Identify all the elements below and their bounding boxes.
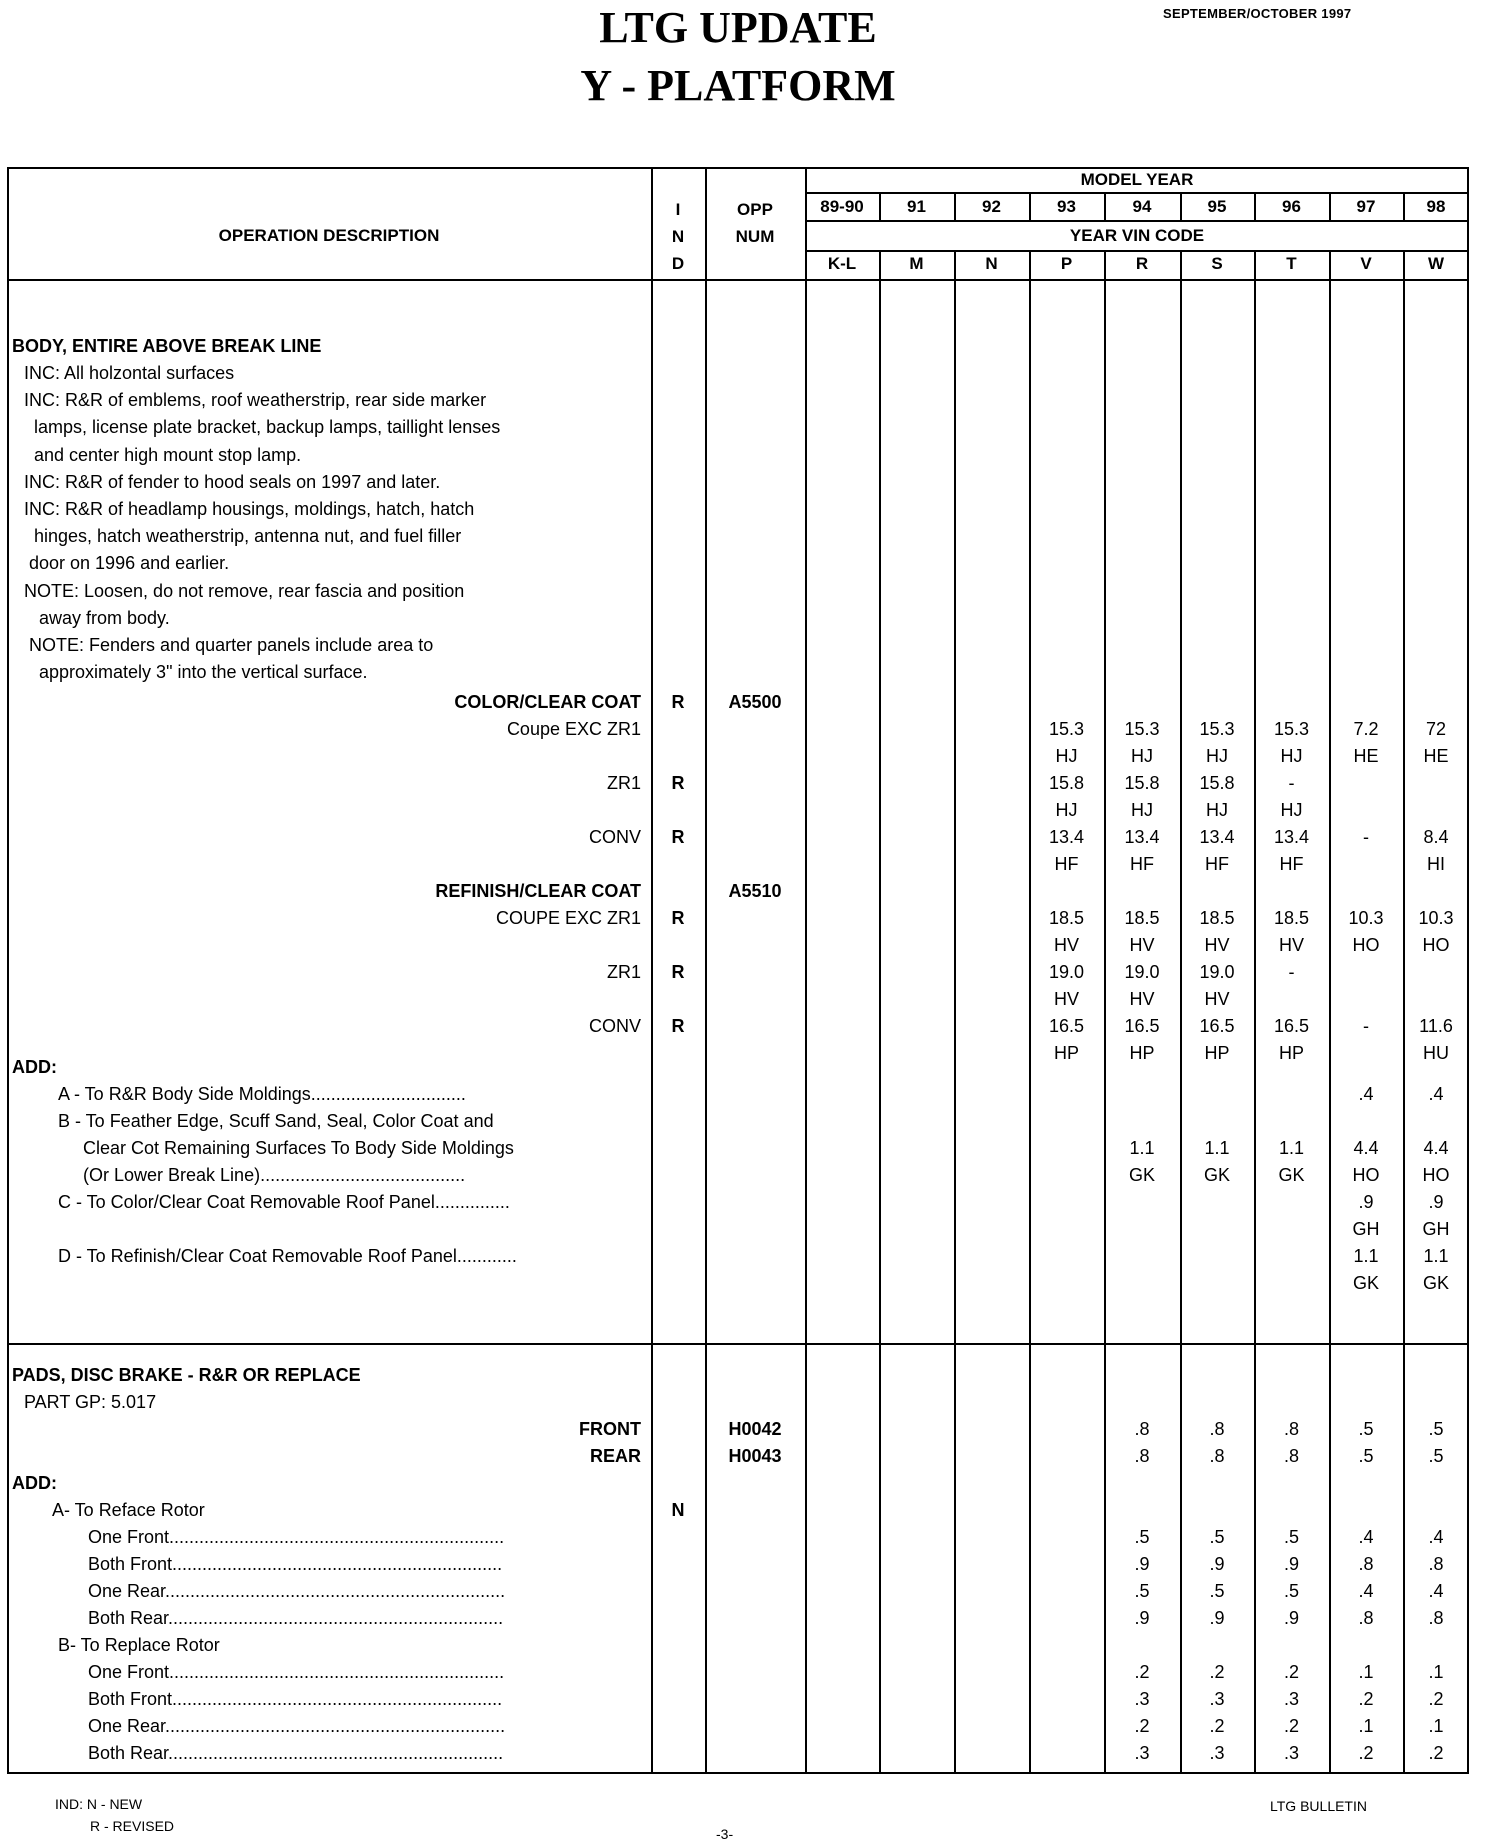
- value-cell: .3: [1283, 1689, 1299, 1709]
- value-cell: HV: [1278, 935, 1304, 955]
- value-cell: .2: [1428, 1689, 1444, 1709]
- value-cell: -: [1363, 827, 1369, 847]
- ind-value: R: [671, 827, 685, 847]
- page-title-line1: LTG UPDATE: [599, 3, 877, 52]
- add-item: Both Front..................................................................: [88, 1554, 503, 1574]
- add-item: C - To Color/Clear Coat Removable Roof Panel...............: [58, 1192, 510, 1212]
- section-note: NOTE: Loosen, do not remove, rear fascia and position: [24, 580, 465, 601]
- value-cell: 1.1: [1353, 1246, 1379, 1266]
- value-cell: .3: [1283, 1743, 1299, 1763]
- year-header: 96: [1282, 197, 1301, 216]
- value-cell: 10.3: [1348, 908, 1384, 928]
- value-cell: .2: [1134, 1716, 1150, 1736]
- value-cell: HE: [1353, 746, 1379, 766]
- value-cell: 19.0: [1124, 962, 1160, 982]
- operation-label: Coupe EXC ZR1: [506, 719, 641, 739]
- value-cell: .5: [1358, 1446, 1374, 1466]
- value-cell: .2: [1428, 1743, 1444, 1763]
- value-cell: GH: [1422, 1219, 1450, 1239]
- value-cell: .9: [1428, 1192, 1444, 1212]
- operation-label: CONV: [588, 1016, 641, 1036]
- value-cell: GK: [1278, 1165, 1305, 1185]
- value-cell: .8: [1428, 1608, 1444, 1628]
- value-cell: 4.4: [1353, 1138, 1379, 1158]
- value-cell: 1.1: [1204, 1138, 1230, 1158]
- vin-code-header: S: [1211, 254, 1223, 273]
- opp-num-header: OPP: [737, 200, 773, 219]
- value-cell: .9: [1134, 1554, 1150, 1574]
- opp-number: A5510: [728, 881, 782, 901]
- value-cell: .5: [1428, 1419, 1444, 1439]
- add-item: A - To R&R Body Side Moldings...............................: [58, 1084, 466, 1104]
- value-cell: .5: [1209, 1527, 1225, 1547]
- value-cell: 13.4: [1199, 827, 1235, 847]
- value-cell: .9: [1283, 1554, 1299, 1574]
- add-item: Both Front..................................................................: [88, 1689, 503, 1709]
- header-divider: [7, 279, 1469, 281]
- value-cell: HJ: [1055, 800, 1078, 820]
- section-title: PADS, DISC BRAKE - R&R OR REPLACE: [12, 1365, 361, 1385]
- value-cell: 15.8: [1048, 773, 1085, 793]
- value-cell: 72: [1425, 719, 1447, 739]
- value-cell: HO: [1352, 935, 1380, 955]
- value-cell: .4: [1428, 1581, 1444, 1601]
- year-header: 98: [1426, 197, 1446, 216]
- value-cell: 15.3: [1124, 719, 1160, 739]
- value-cell: HP: [1053, 1043, 1079, 1063]
- section-divider: [7, 1343, 1469, 1345]
- value-cell: .9: [1134, 1608, 1150, 1628]
- value-cell: 11.6: [1419, 1016, 1453, 1036]
- value-cell: 7.2: [1353, 719, 1379, 739]
- value-cell: .3: [1209, 1689, 1225, 1709]
- value-cell: HF: [1054, 854, 1079, 874]
- year-vin-code-header: YEAR VIN CODE: [1069, 226, 1205, 245]
- add-subheading: A- To Reface Rotor: [52, 1500, 205, 1520]
- year-header: 94: [1132, 197, 1152, 216]
- value-cell: HF: [1279, 854, 1304, 874]
- add-item: (Or Lower Break Line).........................................: [58, 1165, 466, 1185]
- value-cell: .9: [1209, 1608, 1225, 1628]
- value-cell: 15.8: [1124, 773, 1160, 793]
- page-title-line2: Y - PLATFORM: [580, 61, 896, 110]
- add-item: One Front...................................................................: [88, 1662, 505, 1682]
- value-cell: HV: [1053, 989, 1079, 1009]
- value-cell: 16.5: [1273, 1016, 1310, 1036]
- value-cell: HJ: [1131, 746, 1153, 766]
- value-cell: .8: [1134, 1419, 1150, 1439]
- page-number: -3-: [716, 1826, 734, 1842]
- value-cell: 15.8: [1199, 773, 1235, 793]
- value-cell: .8: [1358, 1554, 1374, 1574]
- value-cell: .8: [1283, 1446, 1299, 1466]
- value-cell: .4: [1358, 1084, 1374, 1104]
- value-cell: .5: [1358, 1419, 1374, 1439]
- value-cell: .2: [1209, 1716, 1225, 1736]
- value-cell: GH: [1352, 1219, 1380, 1239]
- ind-header: N: [671, 227, 685, 246]
- year-header: 91: [907, 197, 926, 216]
- value-cell: 16.5: [1124, 1016, 1160, 1036]
- ind-header: D: [671, 254, 685, 273]
- model-year-header: MODEL YEAR: [1080, 170, 1194, 189]
- opp-number: H0042: [728, 1419, 782, 1439]
- value-cell: HO: [1352, 1165, 1380, 1185]
- value-cell: -: [1363, 1016, 1369, 1036]
- opp-number: A5500: [728, 692, 782, 712]
- add-item: D - To Refinish/Clear Coat Removable Roof Panel............: [58, 1246, 517, 1266]
- section-note: INC: All holzontal surfaces: [24, 363, 235, 383]
- section-title: BODY, ENTIRE ABOVE BREAK LINE: [12, 336, 322, 356]
- section-note: hinges, hatch weatherstrip, antenna nut, and fuel filler: [24, 526, 462, 547]
- value-cell: 1.1: [1129, 1138, 1155, 1158]
- value-cell: HV: [1204, 935, 1230, 955]
- value-cell: 10.3: [1418, 908, 1454, 928]
- value-cell: .3: [1209, 1743, 1225, 1763]
- value-cell: 13.4: [1124, 827, 1160, 847]
- value-cell: .5: [1134, 1581, 1150, 1601]
- operation-label: COUPE EXC ZR1: [495, 908, 641, 928]
- ind-value: R: [671, 908, 685, 928]
- year-header: 97: [1356, 197, 1376, 216]
- operation-label: REAR: [589, 1446, 641, 1466]
- value-cell: 13.4: [1273, 827, 1310, 847]
- value-cell: HJ: [1206, 800, 1228, 820]
- section-note: away from body.: [24, 607, 170, 628]
- value-cell: GK: [1422, 1273, 1449, 1293]
- value-cell: .3: [1134, 1689, 1150, 1709]
- value-cell: 16.5: [1048, 1016, 1085, 1036]
- value-cell: .9: [1283, 1608, 1299, 1628]
- issue-date: SEPTEMBER/OCTOBER 1997: [1163, 6, 1352, 21]
- value-cell: HP: [1278, 1043, 1304, 1063]
- column-divider: [805, 167, 807, 1774]
- value-cell: .3: [1134, 1743, 1150, 1763]
- value-cell: 19.0: [1199, 962, 1235, 982]
- value-cell: .8: [1134, 1446, 1150, 1466]
- value-cell: GK: [1203, 1165, 1230, 1185]
- legend-revised: R - REVISED: [90, 1818, 175, 1834]
- vin-code-header: M: [909, 254, 924, 273]
- value-cell: HO: [1422, 1165, 1450, 1185]
- ind-header: I: [675, 200, 681, 219]
- value-cell: HF: [1130, 854, 1154, 874]
- value-cell: 15.3: [1199, 719, 1235, 739]
- operation-label: FRONT: [579, 1419, 641, 1439]
- add-item: Both Rear...................................................................: [88, 1608, 504, 1628]
- value-cell: .8: [1358, 1608, 1374, 1628]
- value-cell: .4: [1358, 1581, 1374, 1601]
- value-cell: .1: [1358, 1716, 1374, 1736]
- section-note: lamps, license plate bracket, backup lamps, taillight lenses: [24, 417, 501, 438]
- add-item: Clear Cot Remaining Surfaces To Body Side Moldings: [58, 1138, 514, 1158]
- value-cell: .2: [1134, 1662, 1150, 1682]
- operation-label: ZR1: [606, 962, 641, 982]
- ind-value: R: [671, 692, 685, 712]
- model-year-line: [805, 192, 1469, 194]
- year-header: 95: [1207, 197, 1227, 216]
- value-cell: .4: [1428, 1527, 1444, 1547]
- vin-code-header: R: [1135, 254, 1149, 273]
- value-cell: 16.5: [1199, 1016, 1235, 1036]
- value-cell: .4: [1428, 1084, 1444, 1104]
- value-cell: .8: [1209, 1446, 1225, 1466]
- add-label: ADD:: [12, 1057, 57, 1077]
- value-cell: HV: [1204, 989, 1230, 1009]
- operation-label: REFINISH/CLEAR COAT: [435, 881, 641, 901]
- value-cell: 18.5: [1273, 908, 1310, 928]
- value-cell: GK: [1128, 1165, 1155, 1185]
- value-cell: -: [1288, 962, 1295, 982]
- value-cell: .5: [1209, 1581, 1225, 1601]
- value-cell: HJ: [1280, 800, 1303, 820]
- year-header: 89-90: [820, 197, 864, 216]
- value-cell: 4.4: [1423, 1138, 1449, 1158]
- value-cell: 18.5: [1199, 908, 1235, 928]
- value-cell: HP: [1204, 1043, 1230, 1063]
- value-cell: -: [1288, 773, 1295, 793]
- section-note: NOTE: Fenders and quarter panels include area to: [24, 635, 434, 655]
- bulletin-label: LTG BULLETIN: [1270, 1798, 1367, 1814]
- vin-code-header: W: [1427, 254, 1445, 273]
- add-item: One Front...................................................................: [88, 1527, 505, 1547]
- ind-value: R: [671, 962, 685, 982]
- add-subheading: B- To Replace Rotor: [58, 1635, 220, 1655]
- value-cell: .8: [1428, 1554, 1444, 1574]
- value-cell: HE: [1423, 746, 1449, 766]
- year-header: 92: [982, 197, 1001, 216]
- section-note: and center high mount stop lamp.: [24, 444, 302, 465]
- operation-label: CONV: [588, 827, 641, 847]
- value-cell: HV: [1053, 935, 1079, 955]
- legend-new: IND: N - NEW: [55, 1796, 143, 1812]
- vin-code-header: K-L: [827, 254, 857, 273]
- value-cell: HJ: [1206, 746, 1228, 766]
- operation-label: COLOR/CLEAR COAT: [454, 692, 641, 712]
- value-cell: .8: [1209, 1419, 1225, 1439]
- value-cell: .2: [1358, 1743, 1374, 1763]
- value-cell: GK: [1352, 1273, 1379, 1293]
- value-cell: HI: [1427, 854, 1445, 874]
- vin-code-header: V: [1360, 254, 1372, 273]
- opp-number: H0043: [728, 1446, 782, 1466]
- vin-code-header: N: [985, 254, 998, 273]
- value-cell: 1.1: [1423, 1246, 1449, 1266]
- add-label: ADD:: [12, 1473, 57, 1493]
- value-cell: HJ: [1055, 746, 1078, 766]
- value-cell: 18.5: [1048, 908, 1085, 928]
- value-cell: .2: [1283, 1662, 1299, 1682]
- value-cell: HV: [1129, 989, 1155, 1009]
- section-note: INC: R&R of headlamp housings, moldings, hatch, hatch: [24, 499, 475, 519]
- value-cell: .1: [1428, 1662, 1444, 1682]
- add-item: Both Rear...................................................................: [88, 1743, 504, 1763]
- value-cell: 19.0: [1048, 962, 1085, 982]
- column-divider: [879, 167, 881, 1774]
- vin-code-header: T: [1286, 254, 1297, 273]
- section-note: INC: R&R of fender to hood seals on 1997 and later.: [24, 471, 441, 492]
- value-cell: .1: [1428, 1716, 1444, 1736]
- value-cell: HJ: [1280, 746, 1303, 766]
- operation-label: ZR1: [606, 773, 641, 793]
- value-cell: 18.5: [1124, 908, 1160, 928]
- value-cell: HO: [1422, 935, 1450, 955]
- value-cell: .5: [1283, 1527, 1299, 1547]
- value-cell: .4: [1358, 1527, 1374, 1547]
- column-divider: [954, 167, 956, 1774]
- value-cell: 15.3: [1273, 719, 1310, 739]
- operation-description-header: OPERATION DESCRIPTION: [218, 226, 440, 245]
- add-item: One Rear....................................................................: [88, 1581, 506, 1601]
- value-cell: .5: [1134, 1527, 1150, 1547]
- value-cell: 13.4: [1048, 827, 1085, 847]
- value-cell: HF: [1205, 854, 1229, 874]
- part-group: PART GP: 5.017: [24, 1392, 157, 1412]
- value-cell: .1: [1358, 1662, 1374, 1682]
- value-cell: .2: [1358, 1689, 1374, 1709]
- opp-num-header: NUM: [735, 227, 775, 246]
- year-header: 93: [1057, 197, 1076, 216]
- vin-line: [805, 250, 1469, 252]
- value-cell: HP: [1129, 1043, 1155, 1063]
- value-cell: .2: [1283, 1716, 1299, 1736]
- value-cell: HV: [1129, 935, 1155, 955]
- ind-value: N: [671, 1500, 685, 1520]
- value-cell: HU: [1423, 1043, 1449, 1063]
- value-cell: HJ: [1131, 800, 1153, 820]
- section-note: INC: R&R of emblems, roof weatherstrip, rear side marker: [24, 390, 487, 411]
- value-cell: 15.3: [1048, 719, 1085, 739]
- value-cell: .5: [1428, 1446, 1444, 1466]
- add-item: One Rear....................................................................: [88, 1716, 506, 1736]
- value-cell: .5: [1283, 1581, 1299, 1601]
- value-cell: .2: [1209, 1662, 1225, 1682]
- add-item: B - To Feather Edge, Scuff Sand, Seal, Color Coat and: [58, 1111, 494, 1131]
- value-cell: .9: [1358, 1192, 1374, 1212]
- column-divider: [705, 167, 707, 1774]
- ind-value: R: [671, 773, 685, 793]
- value-cell: 8.4: [1423, 827, 1449, 847]
- value-cell: .9: [1209, 1554, 1225, 1574]
- value-cell: .8: [1283, 1419, 1299, 1439]
- vin-code-header: P: [1060, 254, 1073, 273]
- ind-value: R: [671, 1016, 685, 1036]
- value-cell: 1.1: [1278, 1138, 1305, 1158]
- section-note: approximately 3" into the vertical surface.: [24, 662, 368, 683]
- section-note: door on 1996 and earlier.: [24, 553, 230, 574]
